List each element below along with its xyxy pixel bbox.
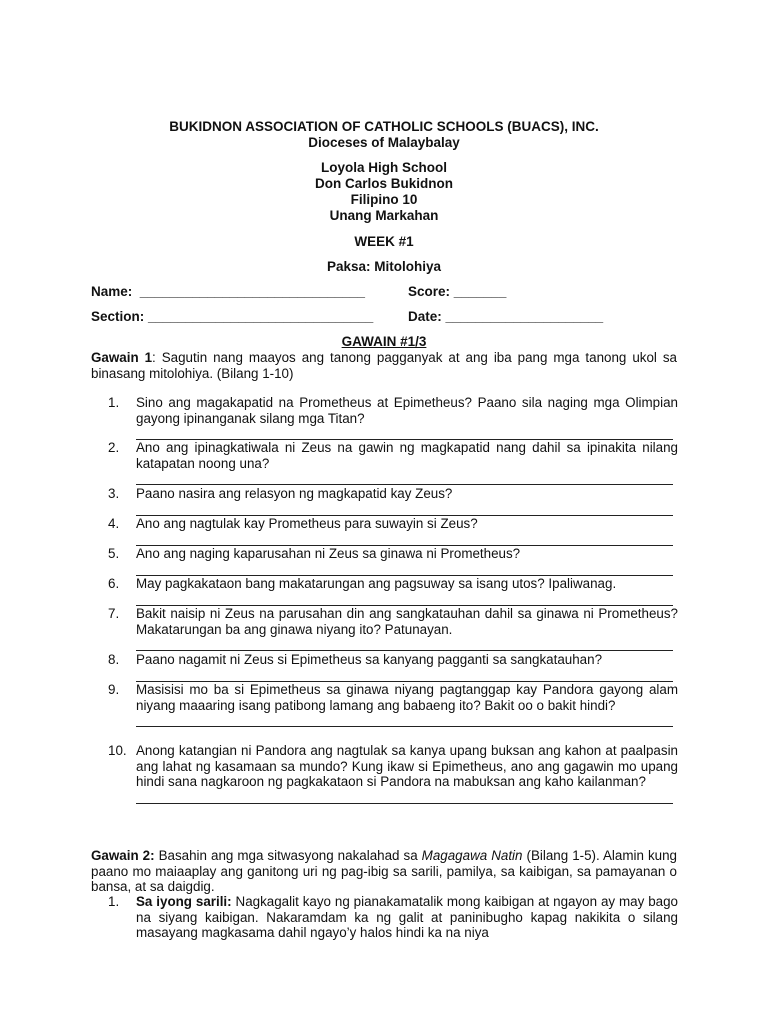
question-number: 5.	[108, 546, 120, 561]
question-7	[108, 606, 678, 651]
topic: Paksa: Mitolohiya	[326, 259, 442, 274]
question-8	[108, 652, 678, 682]
answer-line[interactable]	[136, 426, 673, 440]
question-text: May pagkakataon bang makatarungan ang pagsuway sa isang utos? Ipaliwanag.	[136, 576, 617, 591]
answer-line[interactable]	[136, 562, 673, 576]
question-text: Sino ang magakapatid na Prometheus at Epimetheus? Paano sila naging mga Olimpian gayong ipinanganak silang mga Titan?	[136, 395, 678, 426]
gawain-heading-text: GAWAIN #1/3	[341, 334, 427, 349]
name-field[interactable]: Name: ______________________________	[91, 284, 366, 299]
question-6	[108, 576, 678, 606]
gawain1-text: : Sagutin nang maayos ang tanong pagganyak at ang iba pang mga tanong ukol sa binasang mitolohiya. (Bilang 1-10)	[91, 350, 677, 381]
gawain2-instructions	[91, 848, 677, 895]
answer-line[interactable]	[136, 502, 673, 516]
question-9	[108, 682, 678, 727]
question-3	[108, 486, 678, 516]
school-location: Don Carlos Bukidnon	[315, 176, 453, 191]
week-label: WEEK #1	[354, 234, 414, 249]
gawain2-label: Gawain 2:	[91, 848, 155, 863]
question-text: Anong katangian ni Pandora ang nagtulak sa kanya upang buksan ang kahon at paalpasin ang lahat ng kasamaan sa mundo? Kung ikaw si Epimetheus, ano ang gagawin mo upang hindi sana nagkaroon ng pagkakataon si Pandora na mabuksan ang kaho kailanman?	[136, 743, 678, 789]
question-number: 2.	[108, 440, 120, 455]
question-5	[108, 546, 678, 576]
gawain1-instructions	[91, 350, 677, 381]
question-text: Paano nagamit ni Zeus si Epimetheus sa kanyang pagganti sa sangkatauhan?	[136, 652, 603, 667]
gawain2-text-b: (Bilang 1-5). Alamin kung paano mo maiaaplay ang ganitong uri ng pag-ibig sa sarili, pamilya, sa kaibigan, sa pamayanan o bansa, at sa daigdig.	[91, 848, 677, 894]
date-field[interactable]: Date: _____________________	[408, 309, 604, 324]
situation-text: Nagkagalit kayo ng pianakamatalik mong kaibigan at ngayon ay may bago na siyang kaibigan. Nakaramdam ka ng galit at paninibugho kapag nakikita o silang masayang magkasama dahil ngayo’y halos hindi ka na niya	[136, 894, 678, 940]
question-text: Ano ang nagtulak kay Prometheus para suwayin si Zeus?	[136, 516, 478, 531]
question-number: 9.	[108, 682, 120, 697]
gawain1-label: Gawain 1	[91, 350, 153, 365]
question-text: Masisisi mo ba si Epimetheus sa ginawa niyang pagtanggap kay Pandora gayong alam niyang maaaring isang patibong lamang ang babaeng ito? Bakit oo o bakit hindi?	[136, 682, 678, 713]
answer-line[interactable]	[136, 532, 673, 546]
subject: Filipino 10	[350, 192, 418, 207]
question-2	[108, 440, 678, 485]
answer-line[interactable]	[136, 668, 673, 682]
question-number: 1.	[108, 395, 120, 410]
quarter: Unang Markahan	[329, 208, 439, 223]
answer-line[interactable]	[136, 790, 673, 804]
question-text: Ano ang naging kaparusahan ni Zeus sa ginawa ni Prometheus?	[136, 546, 521, 561]
question-1	[108, 395, 678, 440]
question-number: 10.	[108, 743, 127, 758]
score-field[interactable]: Score: _______	[408, 284, 507, 299]
section-field[interactable]: Section: ______________________________	[91, 309, 374, 324]
question-number: 6.	[108, 576, 120, 591]
situation-label: Sa iyong sarili:	[136, 894, 232, 909]
question-text: Paano nasira ang relasyon ng magkapatid kay Zeus?	[136, 486, 453, 501]
situation-1	[108, 894, 678, 941]
gawain-heading	[0, 334, 768, 349]
question-number: 4.	[108, 516, 120, 531]
situation-number: 1.	[108, 894, 120, 909]
school-name: Loyola High School	[320, 160, 447, 175]
diocese: Dioceses of Malaybalay	[308, 135, 460, 150]
gawain2-text-a: Basahin ang mga sitwasyong nakalahad sa	[154, 848, 422, 863]
question-number: 7.	[108, 606, 120, 621]
answer-line[interactable]	[136, 471, 673, 485]
org-name: BUKIDNON ASSOCIATION OF CATHOLIC SCHOOLS (BUACS), INC.	[169, 119, 599, 134]
answer-line[interactable]	[136, 637, 673, 651]
question-text: Bakit naisip ni Zeus na parusahan din ang sangkatauhan dahil sa ginawa ni Prometheus? Makatarungan ba ang ginawa niyang ito? Patunayan.	[136, 606, 678, 637]
gawain2-italic: Magagawa Natin	[421, 848, 523, 863]
question-number: 8.	[108, 652, 120, 667]
answer-line[interactable]	[136, 592, 673, 606]
question-text: Ano ang ipinagkatiwala ni Zeus na gawin ng magkapatid nang dahil sa ipinakita nilang katapatan noong una?	[136, 440, 678, 471]
question-4	[108, 516, 678, 546]
question-number: 3.	[108, 486, 120, 501]
question-10	[108, 743, 678, 804]
answer-line[interactable]	[136, 713, 673, 727]
